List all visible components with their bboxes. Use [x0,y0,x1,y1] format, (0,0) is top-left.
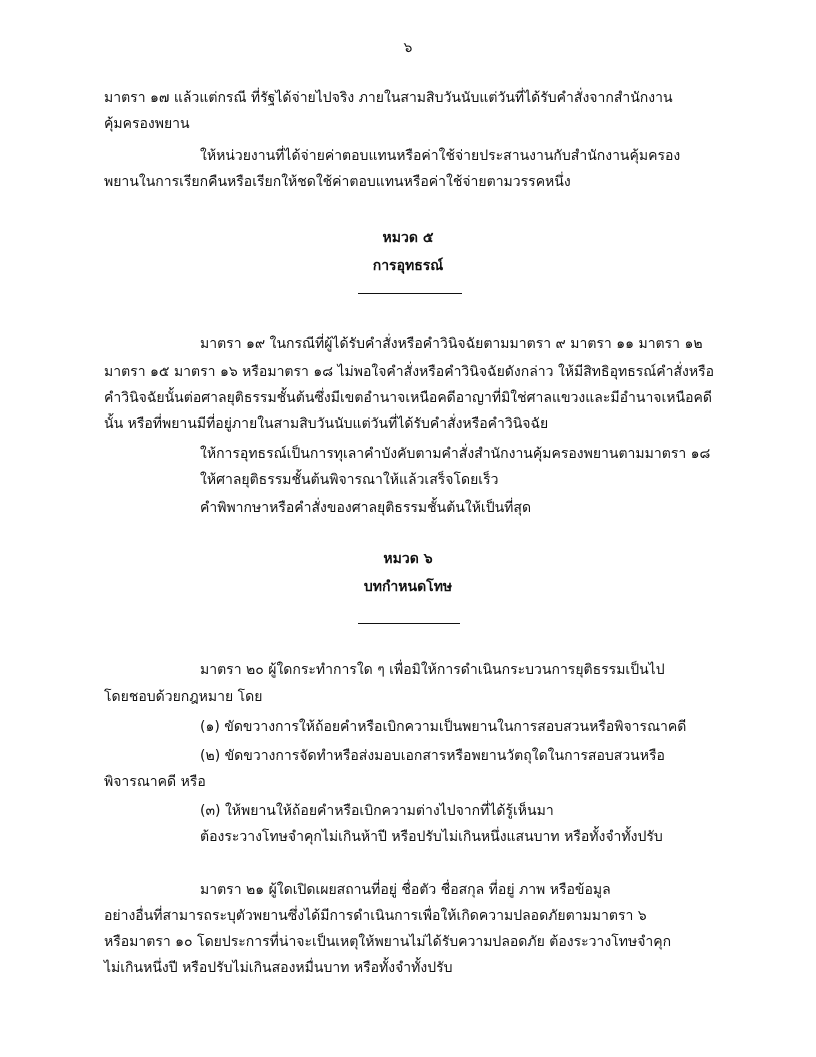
section-19-line-2: มาตรา ๑๕ มาตรา ๑๖ หรือมาตรา ๑๘ ไม่พอใจคำสั่งหรือคำวินิจฉัยดังกล่าว ให้มีสิทธิอุทธรณ์คำสั่งหรือ [104,364,715,380]
section-19-line-4: นั้น หรือที่พยานมีที่อยู่ภายในสามสิบวันนับแต่วันที่ได้รับคำสั่งหรือคำวินิจฉัย [104,416,549,432]
section-20-line-2: โดยชอบด้วยกฎหมาย โดย [104,689,263,705]
page-number: ๖ [403,40,413,56]
section-19-line-3: คำวินิจฉัยนั้นต่อศาลยุติธรรมชั้นต้นซึ่งมีเขตอำนาจเหนือคดีอาญาที่มิใช่ศาลแขวงและมีอำนาจเหนือคดี [104,390,712,406]
intro-line-2: คุ้มครองพยาน [104,116,190,132]
section-21-line-3: หรือมาตรา ๑๐ โดยประการที่น่าจะเป็นเหตุให้พยานไม่ได้รับความปลอดภัย ต้องระวางโทษจำคุก [104,934,672,950]
section-21-line-4: ไม่เกินหนึ่งปี หรือปรับไม่เกินสองหมื่นบาท หรือทั้งจำทั้งปรับ [104,960,453,976]
chapter-5-title: การอุทธรณ์ [372,258,444,274]
section-20-item-1: (๑) ขัดขวางการให้ถ้อยคำหรือเบิกความเป็นพยานในการสอบสวนหรือพิจารณาคดี [200,719,687,735]
section-19-line-5: ให้การอุทธรณ์เป็นการทุเลาคำบังคับตามคำสั่งสำนักงานคุ้มครองพยานตามมาตรา ๑๘ [200,446,711,462]
chapter-5-divider [358,293,462,294]
chapter-6-heading: หมวด ๖ [383,551,433,567]
intro-line-4: พยานในการเรียกคืนหรือเรียกให้ชดใช้ค่าตอบแทนหรือค่าใช้จ่ายตามวรรคหนึ่ง [104,174,571,190]
chapter-6-title: บทกำหนดโทษ [363,579,453,595]
intro-line-3: ให้หน่วยงานที่ได้จ่ายค่าตอบแทนหรือค่าใช้จ่ายประสานงานกับสำนักงานคุ้มครอง [200,148,681,164]
section-20-line-1: มาตรา ๒๐ ผู้ใดกระทำการใด ๆ เพื่อมิให้การดำเนินกระบวนการยุติธรรมเป็นไป [200,662,665,678]
section-21-line-2: อย่างอื่นที่สามารถระบุตัวพยานซึ่งได้มีการดำเนินการเพื่อให้เกิดความปลอดภัยตามมาตรา ๖ [104,908,647,924]
section-20-item-2: (๒) ขัดขวางการจัดทำหรือส่งมอบเอกสารหรือพยานวัตถุใดในการสอบสวนหรือ [200,748,665,764]
chapter-5-heading: หมวด ๕ [382,230,434,246]
section-19-line-6: ให้ศาลยุติธรรมชั้นต้นพิจารณาให้แล้วเสร็จโดยเร็ว [200,472,499,488]
section-20-penalty: ต้องระวางโทษจำคุกไม่เกินห้าปี หรือปรับไม่เกินหนึ่งแสนบาท หรือทั้งจำทั้งปรับ [200,829,663,845]
intro-line-1: มาตรา ๑๗ แล้วแต่กรณี ที่รัฐได้จ่ายไปจริง ภายในสามสิบวันนับแต่วันที่ได้รับคำสั่งจากสำนักงาน [104,90,673,106]
section-19-line-7: คำพิพากษาหรือคำสั่งของศาลยุติธรรมชั้นต้นให้เป็นที่สุด [200,500,532,516]
section-19-line-1: มาตรา ๑๙ ในกรณีที่ผู้ได้รับคำสั่งหรือคำวินิจฉัยตามมาตรา ๙ มาตรา ๑๑ มาตรา ๑๒ [200,336,703,352]
section-20-item-2-cont: พิจารณาคดี หรือ [104,774,206,790]
section-20-item-3: (๓) ให้พยานให้ถ้อยคำหรือเบิกความต่างไปจากที่ได้รู้เห็นมา [200,803,554,819]
section-21-line-1: มาตรา ๒๑ ผู้ใดเปิดเผยสถานที่อยู่ ชื่อตัว ชื่อสกุล ที่อยู่ ภาพ หรือข้อมูล [200,882,611,898]
chapter-6-divider [358,623,460,624]
